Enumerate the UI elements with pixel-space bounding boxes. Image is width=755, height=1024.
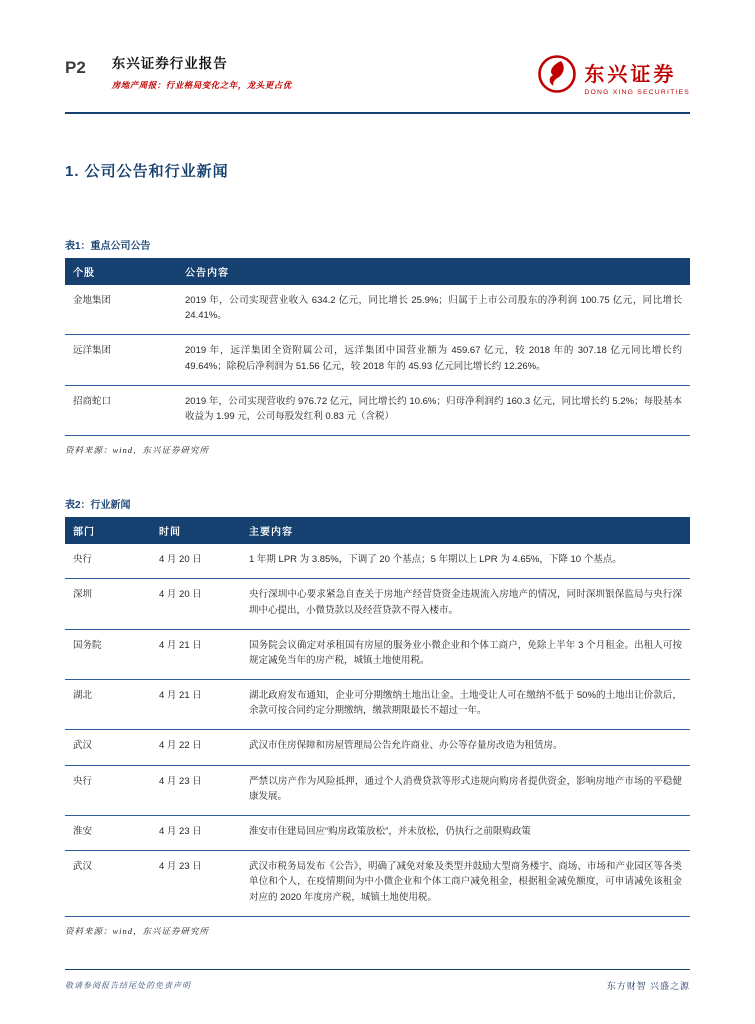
table1-caption: 表1：重点公司公告: [65, 241, 151, 252]
date-cell: 4 月 20 日: [151, 544, 241, 579]
dept-cell: 央行: [65, 765, 151, 815]
table-row: [65, 285, 690, 335]
report-subtitle: 房地产周报：行业格局变化之年，龙头更占优: [111, 80, 292, 90]
content-cell: 武汉市税务局发布《公告》，明确了减免对象及类型并鼓励大型商务楼宇、商场、市场和产业园区等各类单位和个人，在疫情期间为中小微企业和个体工商户减免租金，根据租金减免额度，可申请减免该租金对应的 2020 年度房产税，城镇土地使用税。: [241, 851, 690, 917]
table-row: [65, 680, 690, 730]
company-logo: [537, 54, 690, 99]
content-cell: 2019 年，公司实现营收约 976.72 亿元，同比增长约 10.6%；归母净利润约 160.3 亿元，同比增长约 5.2%；每股基本收益为 1.99 元，公司每股发红利 0.83 元（含税）: [177, 385, 690, 435]
column-header-content: 主要内容: [241, 517, 690, 544]
dept-cell: 武汉: [65, 730, 151, 765]
dept-cell: 深圳: [65, 579, 151, 629]
report-title: 东兴证券行业报告: [111, 56, 228, 71]
column-header-stock: 个股: [65, 258, 177, 285]
dept-cell: 武汉: [65, 851, 151, 917]
logo-text-cn: 东兴证券: [584, 63, 677, 86]
date-cell: 4 月 21 日: [151, 680, 241, 730]
date-cell: 4 月 23 日: [151, 765, 241, 815]
company-announcements-table: [65, 258, 690, 436]
header-left: [65, 52, 292, 91]
date-cell: 4 月 23 日: [151, 816, 241, 851]
header-divider: [65, 112, 690, 114]
table-header-row: [65, 517, 690, 544]
table-row: [65, 385, 690, 435]
content-cell: 严禁以房产作为风险抵押，通过个人消费贷款等形式违规向购房者提供资金，影响房地产市场的平稳健康发展。: [241, 765, 690, 815]
source-note: 资料来源：wind，东兴证券研究所: [65, 925, 210, 936]
dept-cell: 央行: [65, 544, 151, 579]
stock-cell: 金地集团: [65, 285, 177, 335]
table-row: [65, 579, 690, 629]
date-cell: 4 月 22 日: [151, 730, 241, 765]
table-row: [65, 816, 690, 851]
page-number: P2: [65, 58, 86, 77]
stock-cell: 远洋集团: [65, 335, 177, 385]
content-cell: 央行深圳中心要求紧急自查关于房地产经营贷资金违规流入房地产的情况，同时深圳银保监局与央行深圳中心提出，小微贷款以及经营贷款不得入楼市。: [241, 579, 690, 629]
content-cell: 国务院会议确定对承租国有房屋的服务业小微企业和个体工商户，免除上半年 3 个月租金。出租人可按规定减免当年的房产税，城镇土地使用税。: [241, 629, 690, 679]
column-header-content: 公告内容: [177, 258, 690, 285]
table-row: [65, 851, 690, 917]
footer-disclaimer: 敬请参阅报告结尾处的免责声明: [65, 981, 191, 990]
dept-cell: 湖北: [65, 680, 151, 730]
title-block: [112, 52, 292, 91]
source-note: 资料来源：wind，东兴证券研究所: [65, 445, 210, 456]
section-title: 1. 公司公告和行业新闻: [65, 163, 229, 180]
footer-slogan: 东方财智 兴盛之源: [606, 981, 690, 991]
content-cell: 淮安市住建局回应“购房政策放松”，并未放松，仍执行之前限购政策: [241, 816, 690, 851]
flame-in-circle-icon: [537, 54, 577, 99]
page-header: [65, 52, 690, 99]
table-row: [65, 544, 690, 579]
table-header-row: [65, 258, 690, 285]
dept-cell: 国务院: [65, 629, 151, 679]
column-header-dept: 部门: [65, 517, 151, 544]
content-cell: 湖北政府发布通知，企业可分期缴纳土地出让金。土地受让人可在缴纳不低于 50%的土地出让价款后，余款可按合同约定分期缴纳，缴款期限最长不超过一年。: [241, 680, 690, 730]
table2-caption: 表2：行业新闻: [65, 500, 131, 512]
column-header-date: 时间: [151, 517, 241, 544]
date-cell: 4 月 20 日: [151, 579, 241, 629]
content-cell: 2019 年，远洋集团全资附属公司，远洋集团中国营业额为 459.67 亿元，较 2018 年的 307.18 亿元同比增长约 49.64%；除税后净利润为 51.56 亿元，较 2018 年的 45.93 亿元同比增长约 12.26%。: [177, 335, 690, 385]
table-row: [65, 629, 690, 679]
content-cell: 1 年期 LPR 为 3.85%，下调了 20 个基点；5 年期以上 LPR 为 4.65%，下降 10 个基点。: [241, 544, 690, 579]
table-row: [65, 765, 690, 815]
industry-news-table: [65, 517, 690, 917]
date-cell: 4 月 21 日: [151, 629, 241, 679]
stock-cell: 招商蛇口: [65, 385, 177, 435]
content-cell: 2019 年，公司实现营业收入 634.2 亿元，同比增长 25.9%；归属于上市公司股东的净利润 100.75 亿元，同比增长 24.41%。: [177, 285, 690, 335]
date-cell: 4 月 23 日: [151, 851, 241, 917]
dept-cell: 淮安: [65, 816, 151, 851]
content-cell: 武汉市住房保障和房屋管理局公告允许商业、办公等存量房改造为租赁房。: [241, 730, 690, 765]
logo-text-en: DONG XING SECURITIES: [584, 88, 690, 96]
logo-text: [584, 58, 690, 96]
table-row: [65, 335, 690, 385]
table-row: [65, 730, 690, 765]
page-footer: [65, 969, 690, 992]
